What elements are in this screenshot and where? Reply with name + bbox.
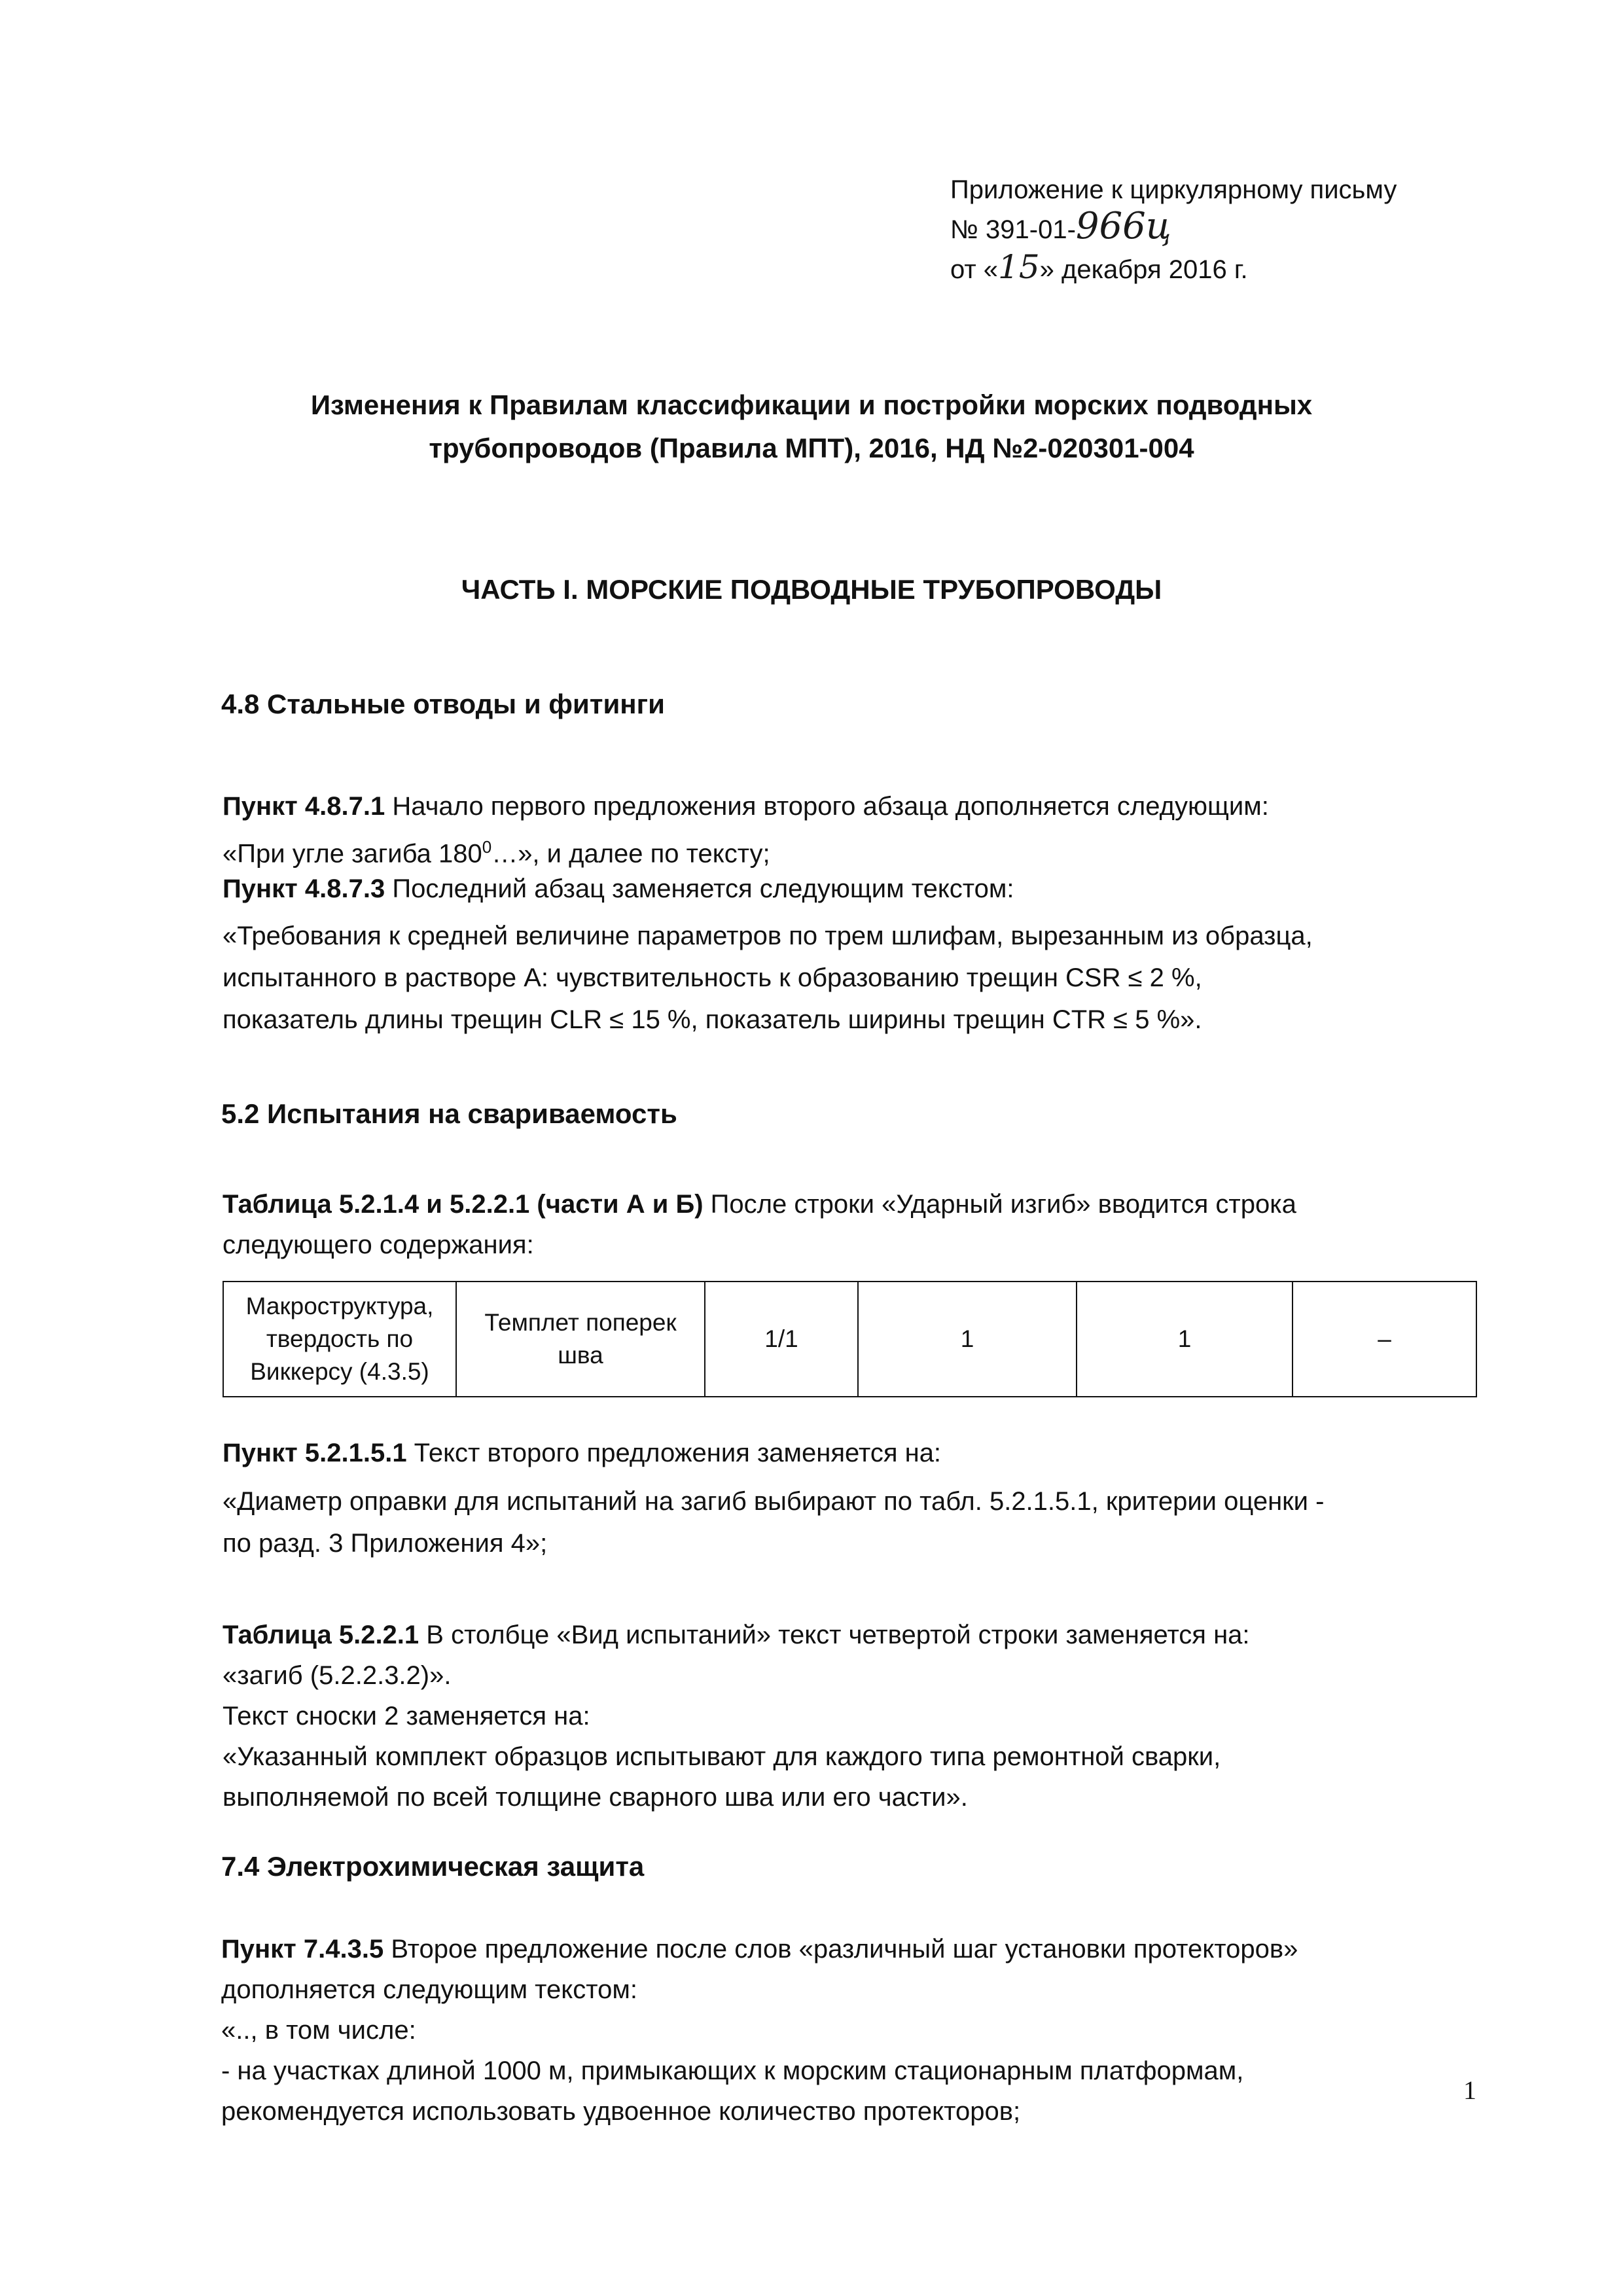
handwritten-day: 15 <box>998 248 1040 286</box>
paragraph-5-2-1-5-1-line-2: «Диаметр оправки для испытаний на загиб выбирают по табл. 5.2.1.5.1, критерии оценки - <box>223 1487 1325 1516</box>
clause-text: Текст второго предложения заменяется на: <box>406 1439 942 1467</box>
clause-label: Пункт 4.8.7.1 <box>223 792 385 821</box>
document-title-line-2: трубопроводов (Правила МПТ), 2016, НД №2-020301-004 <box>429 433 1194 463</box>
part-title: ЧАСТЬ I. МОРСКИЕ ПОДВОДНЫЕ ТРУБОПРОВОДЫ <box>461 574 1162 605</box>
cell-text: твердость по <box>266 1325 414 1352</box>
paragraph-table-5-2-2-1-line-5: выполняемой по всей толщине сварного шва или его части». <box>223 1783 968 1812</box>
paragraph-7-4-3-5-line-3: «.., в том числе: <box>221 2016 416 2045</box>
document-title-line-1: Изменения к Правилам классификации и постройки морских подводных <box>310 389 1313 420</box>
paragraph-4-8-7-3-line-4: показатель длины трещин CLR ≤ 15 %, показатель ширины трещин CTR ≤ 5 %». <box>223 1005 1202 1034</box>
paragraph-7-4-3-5-line-1 <box>221 1931 1298 1967</box>
clause-label: Пункт 4.8.7.3 <box>223 874 385 903</box>
letter-number-prefix: № 391-01- <box>950 215 1076 244</box>
handwritten-letter-number: 966ц <box>1075 205 1171 247</box>
clause-text: После строки «Ударный изгиб» вводится строка <box>703 1190 1296 1219</box>
paragraph-7-4-3-5-line-4: - на участках длиной 1000 м, примыкающих к морским стационарным платформам, <box>221 2056 1244 2085</box>
paragraph-7-4-3-5-line-5: рекомендуется использовать удвоенное количество протекторов; <box>221 2097 1021 2126</box>
date-suffix: » декабря 2016 г. <box>1039 255 1248 284</box>
table-cell-value: 1 <box>858 1282 1077 1397</box>
header-line-2 <box>950 205 1171 248</box>
table-cell-value: 1 <box>1077 1282 1293 1397</box>
paragraph-4-8-7-3-line-1 <box>223 870 1014 907</box>
header-line-1: Приложение к циркулярному письму <box>950 175 1397 204</box>
paragraph-4-8-7-1-line-2 <box>223 829 770 872</box>
paragraph-table-5-2-2-1-line-3: Текст сноски 2 заменяется на: <box>223 1702 590 1731</box>
paragraph-5-2-1-5-1-line-1 <box>223 1435 941 1471</box>
clause-text: Последний абзац заменяется следующим текстом: <box>385 874 1014 903</box>
table-label: Таблица 5.2.1.4 и 5.2.2.1 (части А и Б) <box>223 1190 704 1219</box>
table-cell-specimen <box>456 1282 705 1397</box>
table-cell-dash: – <box>1293 1282 1476 1397</box>
paragraph-4-8-7-3-line-3: испытанного в растворе А: чувствительность к образованию трещин CSR ≤ 2 %, <box>223 963 1202 992</box>
paragraph-5-2-1-5-1-line-3: по разд. 3 Приложения 4»; <box>223 1529 548 1558</box>
paragraph-4-8-7-1-line-1 <box>223 788 1269 825</box>
section-heading-4-8: 4.8 Стальные отводы и фитинги <box>221 689 665 719</box>
table-change-line-1 <box>223 1186 1296 1223</box>
clause-text: Второе предложение после слов «различный шаг установки протекторов» <box>383 1935 1298 1964</box>
paragraph-table-5-2-2-1-line-2: «загиб (5.2.2.3.2)». <box>223 1661 452 1690</box>
clause-text: «При угле загиба 180 <box>223 839 482 869</box>
cell-text: шва <box>558 1342 603 1369</box>
paragraph-table-5-2-2-1-line-1 <box>223 1617 1250 1653</box>
clause-text: Начало первого предложения второго абзаца дополняется следующим: <box>385 792 1269 821</box>
paragraph-table-5-2-2-1-line-4: «Указанный комплект образцов испытывают для каждого типа ремонтной сварки, <box>223 1742 1221 1771</box>
table-label: Таблица 5.2.2.1 <box>223 1621 419 1649</box>
paragraph-4-8-7-3-line-2: «Требования к средней величине параметров по трем шлифам, вырезанным из образца, <box>223 922 1313 950</box>
table-change-line-2: следующего содержания: <box>223 1230 534 1259</box>
page-number: 1 <box>1463 2075 1476 2105</box>
cell-text: Виккерсу (4.3.5) <box>250 1358 429 1385</box>
clause-text: …», и далее по тексту; <box>491 839 770 869</box>
section-heading-7-4: 7.4 Электрохимическая защита <box>221 1851 645 1882</box>
clause-label: Пункт 5.2.1.5.1 <box>223 1439 407 1467</box>
degree-superscript: 0 <box>482 837 492 857</box>
paragraph-7-4-3-5-line-2: дополняется следующим текстом: <box>221 1975 637 2004</box>
header-line-3 <box>950 249 1248 288</box>
date-prefix: от « <box>950 255 999 284</box>
inserted-table-row <box>223 1281 1477 1397</box>
section-heading-5-2: 5.2 Испытания на свариваемость <box>221 1098 677 1129</box>
table-row <box>223 1282 1476 1397</box>
table-cell-count: 1/1 <box>705 1282 858 1397</box>
cell-text: Темплет поперек <box>484 1309 677 1336</box>
table-cell-test-type <box>223 1282 456 1397</box>
clause-text: В столбце «Вид испытаний» текст четвертой строки заменяется на: <box>419 1621 1250 1649</box>
clause-label: Пункт 7.4.3.5 <box>221 1935 384 1964</box>
cell-text: Макроструктура, <box>245 1293 434 1319</box>
